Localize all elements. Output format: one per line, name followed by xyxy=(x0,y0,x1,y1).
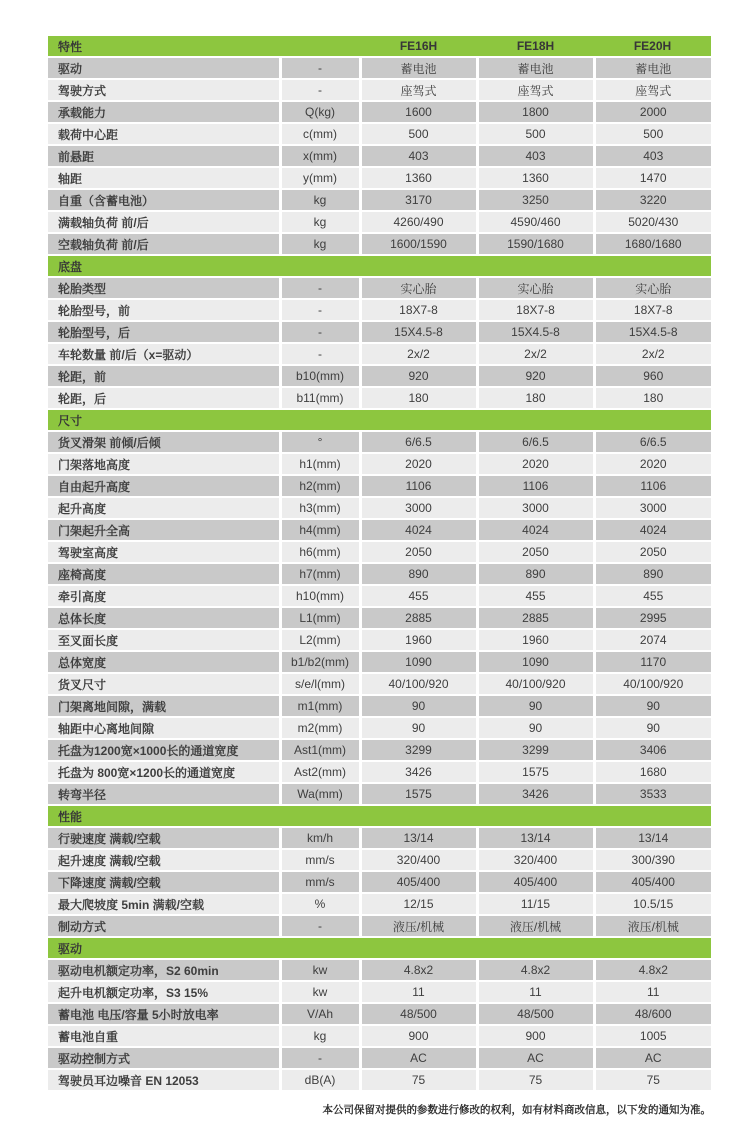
spec-value: 180 xyxy=(594,387,711,409)
spec-value: 15X4.5-8 xyxy=(360,321,477,343)
spec-row xyxy=(48,783,711,805)
spec-value: 1960 xyxy=(477,629,594,651)
spec-value: 1090 xyxy=(360,651,477,673)
spec-value: 蓄电池 xyxy=(594,57,711,79)
spec-label: 托盘为1200宽×1000长的通道宽度 xyxy=(48,739,280,761)
spec-value: 11 xyxy=(477,981,594,1003)
spec-value: 48/500 xyxy=(477,1003,594,1025)
spec-row xyxy=(48,673,711,695)
spec-value: 1106 xyxy=(477,475,594,497)
spec-value: 1590/1680 xyxy=(477,233,594,255)
spec-value: 6/6.5 xyxy=(477,431,594,453)
section-header-row xyxy=(48,409,711,431)
spec-value: 18X7-8 xyxy=(594,299,711,321)
spec-label: 自重（含蓄电池） xyxy=(48,189,280,211)
spec-row xyxy=(48,519,711,541)
spec-unit: ° xyxy=(280,431,360,453)
spec-value: 2885 xyxy=(477,607,594,629)
spec-unit: kw xyxy=(280,959,360,981)
spec-unit: - xyxy=(280,57,360,79)
spec-value: 300/390 xyxy=(594,849,711,871)
spec-value: 920 xyxy=(477,365,594,387)
section-title: 性能 xyxy=(48,805,711,827)
spec-unit: h6(mm) xyxy=(280,541,360,563)
spec-value: 3533 xyxy=(594,783,711,805)
spec-value: 1600 xyxy=(360,101,477,123)
spec-row xyxy=(48,277,711,299)
spec-row xyxy=(48,123,711,145)
spec-value: 蓄电池 xyxy=(477,57,594,79)
spec-value: 890 xyxy=(360,563,477,585)
spec-label: 空载轴负荷 前/后 xyxy=(48,233,280,255)
spec-value: 75 xyxy=(594,1069,711,1091)
spec-unit: b1/b2(mm) xyxy=(280,651,360,673)
spec-value: 6/6.5 xyxy=(594,431,711,453)
spec-value: 实心胎 xyxy=(594,277,711,299)
spec-label: 货叉滑架 前倾/后倾 xyxy=(48,431,280,453)
spec-value: 1106 xyxy=(594,475,711,497)
spec-value: 蓄电池 xyxy=(360,57,477,79)
spec-row xyxy=(48,849,711,871)
spec-row xyxy=(48,563,711,585)
spec-row xyxy=(48,189,711,211)
spec-label: 轴距 xyxy=(48,167,280,189)
spec-unit: m2(mm) xyxy=(280,717,360,739)
spec-row xyxy=(48,1047,711,1069)
spec-row xyxy=(48,233,711,255)
spec-row xyxy=(48,387,711,409)
spec-unit: s/e/l(mm) xyxy=(280,673,360,695)
spec-label: 驱动 xyxy=(48,57,280,79)
spec-label: 轮胎类型 xyxy=(48,277,280,299)
spec-value: 4590/460 xyxy=(477,211,594,233)
spec-row xyxy=(48,651,711,673)
spec-label: 前悬距 xyxy=(48,145,280,167)
spec-value: 液压/机械 xyxy=(360,915,477,937)
header-model-fe18h: FE18H xyxy=(477,36,594,57)
spec-value: 18X7-8 xyxy=(360,299,477,321)
spec-value: 11 xyxy=(594,981,711,1003)
spec-row xyxy=(48,321,711,343)
spec-row xyxy=(48,629,711,651)
spec-unit: Ast2(mm) xyxy=(280,761,360,783)
spec-value: 40/100/920 xyxy=(594,673,711,695)
spec-unit: L1(mm) xyxy=(280,607,360,629)
spec-unit: km/h xyxy=(280,827,360,849)
spec-row xyxy=(48,431,711,453)
spec-label: 座椅高度 xyxy=(48,563,280,585)
spec-value: AC xyxy=(594,1047,711,1069)
spec-label: 门架起升全高 xyxy=(48,519,280,541)
spec-row xyxy=(48,717,711,739)
spec-value: 90 xyxy=(477,695,594,717)
spec-row xyxy=(48,167,711,189)
spec-value: 1960 xyxy=(360,629,477,651)
spec-value: 13/14 xyxy=(477,827,594,849)
spec-value: 455 xyxy=(360,585,477,607)
spec-value: 90 xyxy=(360,717,477,739)
spec-row xyxy=(48,739,711,761)
spec-value: 3250 xyxy=(477,189,594,211)
spec-value: 12/15 xyxy=(360,893,477,915)
spec-label: 至叉面长度 xyxy=(48,629,280,651)
spec-row xyxy=(48,585,711,607)
spec-value: 403 xyxy=(594,145,711,167)
spec-label: 轮距，前 xyxy=(48,365,280,387)
spec-label: 载荷中心距 xyxy=(48,123,280,145)
header-model-fe20h: FE20H xyxy=(594,36,711,57)
spec-value: 座驾式 xyxy=(477,79,594,101)
spec-row xyxy=(48,145,711,167)
section-header-row xyxy=(48,805,711,827)
disclaimer-text: 本公司保留对提供的参数进行修改的权利，如有材料商改信息，以下发的通知为准。 xyxy=(322,1104,711,1116)
spec-value: 90 xyxy=(477,717,594,739)
spec-unit: b11(mm) xyxy=(280,387,360,409)
spec-value: 48/600 xyxy=(594,1003,711,1025)
spec-value: 1575 xyxy=(477,761,594,783)
spec-unit: kg xyxy=(280,211,360,233)
spec-value: 455 xyxy=(594,585,711,607)
spec-value: 320/400 xyxy=(477,849,594,871)
spec-value: 500 xyxy=(477,123,594,145)
spec-label: 驾驶方式 xyxy=(48,79,280,101)
spec-value: 4.8x2 xyxy=(477,959,594,981)
spec-unit: - xyxy=(280,343,360,365)
spec-row xyxy=(48,453,711,475)
spec-unit: h7(mm) xyxy=(280,563,360,585)
spec-value: 3426 xyxy=(360,761,477,783)
spec-table xyxy=(48,36,711,1092)
spec-value: AC xyxy=(360,1047,477,1069)
spec-value: 2995 xyxy=(594,607,711,629)
spec-unit: Ast1(mm) xyxy=(280,739,360,761)
spec-value: 1170 xyxy=(594,651,711,673)
section-header-row xyxy=(48,937,711,959)
spec-value: 3299 xyxy=(477,739,594,761)
spec-value: 75 xyxy=(477,1069,594,1091)
spec-label: 轮胎型号，前 xyxy=(48,299,280,321)
spec-value: 4024 xyxy=(477,519,594,541)
header-feature-label: 特性 xyxy=(48,36,280,57)
spec-value: 405/400 xyxy=(594,871,711,893)
spec-value: AC xyxy=(477,1047,594,1069)
spec-value: 10.5/15 xyxy=(594,893,711,915)
spec-value: 90 xyxy=(594,717,711,739)
spec-label: 牵引高度 xyxy=(48,585,280,607)
spec-value: 405/400 xyxy=(360,871,477,893)
spec-unit: kg xyxy=(280,1025,360,1047)
spec-value: 6/6.5 xyxy=(360,431,477,453)
spec-value: 4260/490 xyxy=(360,211,477,233)
spec-value: 403 xyxy=(477,145,594,167)
spec-row xyxy=(48,57,711,79)
spec-unit: kg xyxy=(280,189,360,211)
spec-label: 驾驶室高度 xyxy=(48,541,280,563)
spec-value: 2x/2 xyxy=(360,343,477,365)
spec-label: 总体长度 xyxy=(48,607,280,629)
spec-value: 15X4.5-8 xyxy=(594,321,711,343)
spec-value: 3000 xyxy=(477,497,594,519)
spec-row xyxy=(48,893,711,915)
spec-unit: mm/s xyxy=(280,871,360,893)
spec-value: 48/500 xyxy=(360,1003,477,1025)
spec-row xyxy=(48,915,711,937)
spec-label: 最大爬坡度 5min 满载/空载 xyxy=(48,893,280,915)
spec-label: 自由起升高度 xyxy=(48,475,280,497)
spec-value: 4024 xyxy=(594,519,711,541)
section-title: 尺寸 xyxy=(48,409,711,431)
spec-row xyxy=(48,607,711,629)
spec-row xyxy=(48,1025,711,1047)
spec-value: 13/14 xyxy=(594,827,711,849)
spec-label: 托盘为 800宽×1200长的通道宽度 xyxy=(48,761,280,783)
spec-unit: L2(mm) xyxy=(280,629,360,651)
spec-value: 403 xyxy=(360,145,477,167)
spec-value: 40/100/920 xyxy=(360,673,477,695)
spec-value: 2x/2 xyxy=(594,343,711,365)
spec-value: 座驾式 xyxy=(594,79,711,101)
spec-value: 18X7-8 xyxy=(477,299,594,321)
spec-value: 180 xyxy=(360,387,477,409)
spec-label: 货叉尺寸 xyxy=(48,673,280,695)
spec-label: 行驶速度 满载/空载 xyxy=(48,827,280,849)
spec-unit: m1(mm) xyxy=(280,695,360,717)
spec-label: 驾驶员耳边噪音 EN 12053 xyxy=(48,1069,280,1091)
header-model-fe16h: FE16H xyxy=(360,36,477,57)
spec-label: 轮距，后 xyxy=(48,387,280,409)
spec-value: 15X4.5-8 xyxy=(477,321,594,343)
spec-value: 11/15 xyxy=(477,893,594,915)
spec-row xyxy=(48,79,711,101)
spec-value: 1470 xyxy=(594,167,711,189)
spec-table-body xyxy=(48,57,711,1091)
spec-unit: h10(mm) xyxy=(280,585,360,607)
spec-value: 4.8x2 xyxy=(360,959,477,981)
spec-value: 320/400 xyxy=(360,849,477,871)
table-header-row xyxy=(48,36,711,57)
spec-label: 驱动控制方式 xyxy=(48,1047,280,1069)
spec-label: 起升电机额定功率，S3 15% xyxy=(48,981,280,1003)
spec-unit: b10(mm) xyxy=(280,365,360,387)
spec-value: 4024 xyxy=(360,519,477,541)
spec-row xyxy=(48,981,711,1003)
spec-value: 1106 xyxy=(360,475,477,497)
spec-value: 13/14 xyxy=(360,827,477,849)
spec-value: 3220 xyxy=(594,189,711,211)
spec-unit: y(mm) xyxy=(280,167,360,189)
spec-unit: Q(kg) xyxy=(280,101,360,123)
spec-label: 驱动电机额定功率，S2 60min xyxy=(48,959,280,981)
spec-value: 3170 xyxy=(360,189,477,211)
spec-value: 1360 xyxy=(360,167,477,189)
spec-label: 蓄电池 电压/容量 5小时放电率 xyxy=(48,1003,280,1025)
spec-row xyxy=(48,1069,711,1091)
spec-row xyxy=(48,475,711,497)
spec-value: 2050 xyxy=(594,541,711,563)
spec-value: 920 xyxy=(360,365,477,387)
spec-unit: V/Ah xyxy=(280,1003,360,1025)
spec-value: 1680/1680 xyxy=(594,233,711,255)
spec-label: 满载轴负荷 前/后 xyxy=(48,211,280,233)
spec-unit: - xyxy=(280,277,360,299)
spec-row xyxy=(48,101,711,123)
spec-value: 455 xyxy=(477,585,594,607)
spec-value: 11 xyxy=(360,981,477,1003)
spec-value: 90 xyxy=(360,695,477,717)
spec-unit: h1(mm) xyxy=(280,453,360,475)
spec-value: 180 xyxy=(477,387,594,409)
spec-value: 2050 xyxy=(360,541,477,563)
spec-unit: kw xyxy=(280,981,360,1003)
spec-label: 起升高度 xyxy=(48,497,280,519)
spec-unit: c(mm) xyxy=(280,123,360,145)
spec-row xyxy=(48,761,711,783)
spec-label: 转弯半径 xyxy=(48,783,280,805)
spec-unit: mm/s xyxy=(280,849,360,871)
section-title: 底盘 xyxy=(48,255,711,277)
spec-value: 3426 xyxy=(477,783,594,805)
spec-unit: x(mm) xyxy=(280,145,360,167)
spec-row xyxy=(48,211,711,233)
section-title: 驱动 xyxy=(48,937,711,959)
spec-row xyxy=(48,871,711,893)
spec-value: 900 xyxy=(477,1025,594,1047)
spec-row xyxy=(48,343,711,365)
spec-value: 3000 xyxy=(594,497,711,519)
spec-value: 1680 xyxy=(594,761,711,783)
spec-unit: - xyxy=(280,915,360,937)
spec-label: 门架离地间隙，满载 xyxy=(48,695,280,717)
spec-value: 2020 xyxy=(360,453,477,475)
spec-unit: - xyxy=(280,321,360,343)
spec-value: 液压/机械 xyxy=(594,915,711,937)
spec-value: 890 xyxy=(477,563,594,585)
spec-unit: h3(mm) xyxy=(280,497,360,519)
spec-value: 500 xyxy=(360,123,477,145)
spec-unit: h4(mm) xyxy=(280,519,360,541)
spec-unit: - xyxy=(280,299,360,321)
spec-value: 90 xyxy=(594,695,711,717)
spec-label: 轴距中心离地间隙 xyxy=(48,717,280,739)
spec-row xyxy=(48,959,711,981)
spec-label: 起升速度 满载/空载 xyxy=(48,849,280,871)
spec-value: 实心胎 xyxy=(477,277,594,299)
spec-value: 75 xyxy=(360,1069,477,1091)
spec-unit: Wa(mm) xyxy=(280,783,360,805)
spec-value: 2885 xyxy=(360,607,477,629)
spec-value: 2x/2 xyxy=(477,343,594,365)
spec-row xyxy=(48,365,711,387)
spec-label: 下降速度 满载/空载 xyxy=(48,871,280,893)
spec-value: 2050 xyxy=(477,541,594,563)
spec-value: 1600/1590 xyxy=(360,233,477,255)
spec-row xyxy=(48,299,711,321)
spec-value: 500 xyxy=(594,123,711,145)
spec-label: 门架落地高度 xyxy=(48,453,280,475)
spec-value: 1800 xyxy=(477,101,594,123)
spec-value: 1360 xyxy=(477,167,594,189)
spec-value: 1575 xyxy=(360,783,477,805)
spec-label: 车轮数量 前/后（x=驱动） xyxy=(48,343,280,365)
spec-value: 900 xyxy=(360,1025,477,1047)
spec-row xyxy=(48,497,711,519)
spec-value: 2000 xyxy=(594,101,711,123)
spec-value: 890 xyxy=(594,563,711,585)
spec-label: 承载能力 xyxy=(48,101,280,123)
spec-label: 总体宽度 xyxy=(48,651,280,673)
spec-value: 2020 xyxy=(477,453,594,475)
spec-value: 40/100/920 xyxy=(477,673,594,695)
spec-row xyxy=(48,541,711,563)
spec-unit: kg xyxy=(280,233,360,255)
spec-value: 液压/机械 xyxy=(477,915,594,937)
spec-value: 5020/430 xyxy=(594,211,711,233)
spec-unit: dB(A) xyxy=(280,1069,360,1091)
spec-value: 实心胎 xyxy=(360,277,477,299)
spec-value: 405/400 xyxy=(477,871,594,893)
spec-label: 轮胎型号，后 xyxy=(48,321,280,343)
spec-value: 3406 xyxy=(594,739,711,761)
spec-label: 制动方式 xyxy=(48,915,280,937)
header-unit-blank xyxy=(280,36,360,57)
spec-row xyxy=(48,827,711,849)
spec-value: 3000 xyxy=(360,497,477,519)
spec-value: 3299 xyxy=(360,739,477,761)
spec-unit: - xyxy=(280,1047,360,1069)
spec-value: 2020 xyxy=(594,453,711,475)
spec-unit: h2(mm) xyxy=(280,475,360,497)
spec-unit: - xyxy=(280,79,360,101)
section-header-row xyxy=(48,255,711,277)
spec-value: 960 xyxy=(594,365,711,387)
spec-value: 座驾式 xyxy=(360,79,477,101)
spec-value: 1005 xyxy=(594,1025,711,1047)
spec-row xyxy=(48,1003,711,1025)
spec-value: 1090 xyxy=(477,651,594,673)
spec-value: 4.8x2 xyxy=(594,959,711,981)
spec-value: 2074 xyxy=(594,629,711,651)
spec-label: 蓄电池自重 xyxy=(48,1025,280,1047)
spec-unit: % xyxy=(280,893,360,915)
spec-row xyxy=(48,695,711,717)
